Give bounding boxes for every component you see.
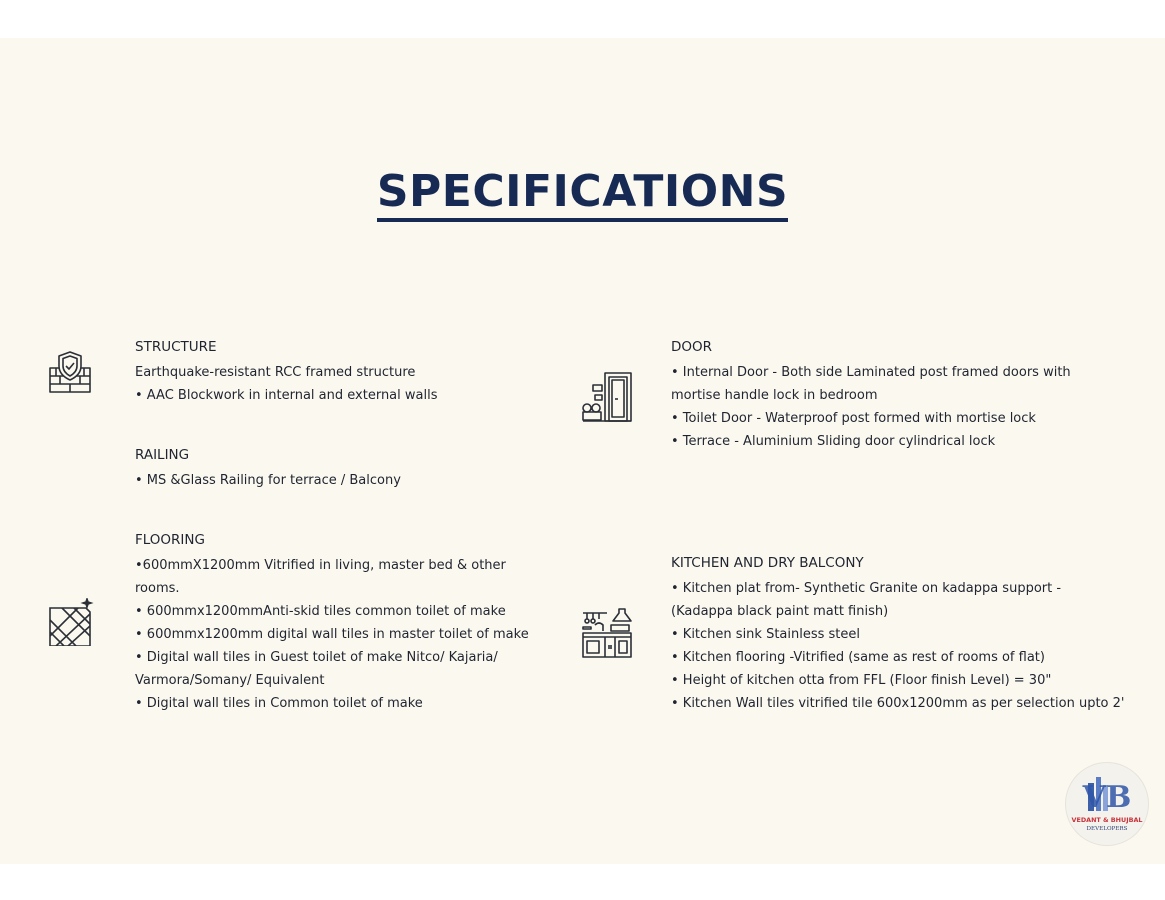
flooring-line: • 600mmx1200mm digital wall tiles in master toilet of make <box>135 627 529 642</box>
kitchen-line: • Kitchen Wall tiles vitrified tile 600x1200mm as per selection upto 2' <box>671 696 1125 711</box>
flooring-line: •600mmX1200mm Vitrified in living, master bed & other <box>135 558 506 573</box>
kitchen-line: • Kitchen plat from- Synthetic Granite on kadappa support - <box>671 581 1062 596</box>
kitchen-heading: KITCHEN AND DRY BALCONY <box>671 555 864 571</box>
logo-subtitle: DEVELOPERS <box>1086 826 1128 832</box>
company-logo <box>1066 763 1148 845</box>
flooring-line: • Digital wall tiles in Common toilet of make <box>135 696 423 711</box>
railing-heading: RAILING <box>135 447 190 463</box>
door-icon <box>581 371 633 423</box>
flooring-section <box>135 531 529 715</box>
kitchen-line: • Height of kitchen otta from FFL (Floor finish Level) = 30" <box>671 673 1052 688</box>
railing-line: • MS &Glass Railing for terrace / Balcony <box>135 473 401 488</box>
kitchen-line: (Kadappa black paint matt finish) <box>671 604 889 619</box>
kitchen-icon <box>581 607 633 659</box>
shield-brick-wall-icon <box>46 348 94 396</box>
door-line: • Terrace - Aluminium Sliding door cylindrical lock <box>671 434 996 449</box>
structure-heading: STRUCTURE <box>135 339 217 355</box>
flooring-line: • Digital wall tiles in Guest toilet of make Nitco/ Kajaria/ <box>135 650 498 665</box>
kitchen-line: • Kitchen flooring -Vitrified (same as rest of rooms of flat) <box>671 650 1045 665</box>
door-heading: DOOR <box>671 339 713 355</box>
structure-line: Earthquake-resistant RCC framed structure <box>135 365 416 380</box>
structure-line: • AAC Blockwork in internal and external walls <box>135 388 438 403</box>
flooring-heading: FLOORING <box>135 532 205 548</box>
flooring-line: rooms. <box>135 581 180 596</box>
page-title-text: SPECIFICATIONS <box>377 168 788 222</box>
kitchen-line: • Kitchen sink Stainless steel <box>671 627 861 642</box>
structure-section <box>135 338 438 407</box>
flooring-line: • 600mmx1200mmAnti-skid tiles common toilet of make <box>135 604 506 619</box>
flooring-line: Varmora/Somany/ Equivalent <box>135 673 325 688</box>
door-section <box>671 338 1071 453</box>
page-title <box>0 166 1165 222</box>
door-line: mortise handle lock in bedroom <box>671 388 878 403</box>
tiled-floor-icon <box>46 598 94 646</box>
railing-section <box>135 446 401 492</box>
door-line: • Toilet Door - Waterproof post formed with mortise lock <box>671 411 1036 426</box>
logo-name: VEDANT & BHUJBAL <box>1071 816 1143 824</box>
logo-monogram: VB <box>1082 780 1132 815</box>
door-line: • Internal Door - Both side Laminated post framed doors with <box>671 365 1071 380</box>
kitchen-section <box>671 554 1124 715</box>
